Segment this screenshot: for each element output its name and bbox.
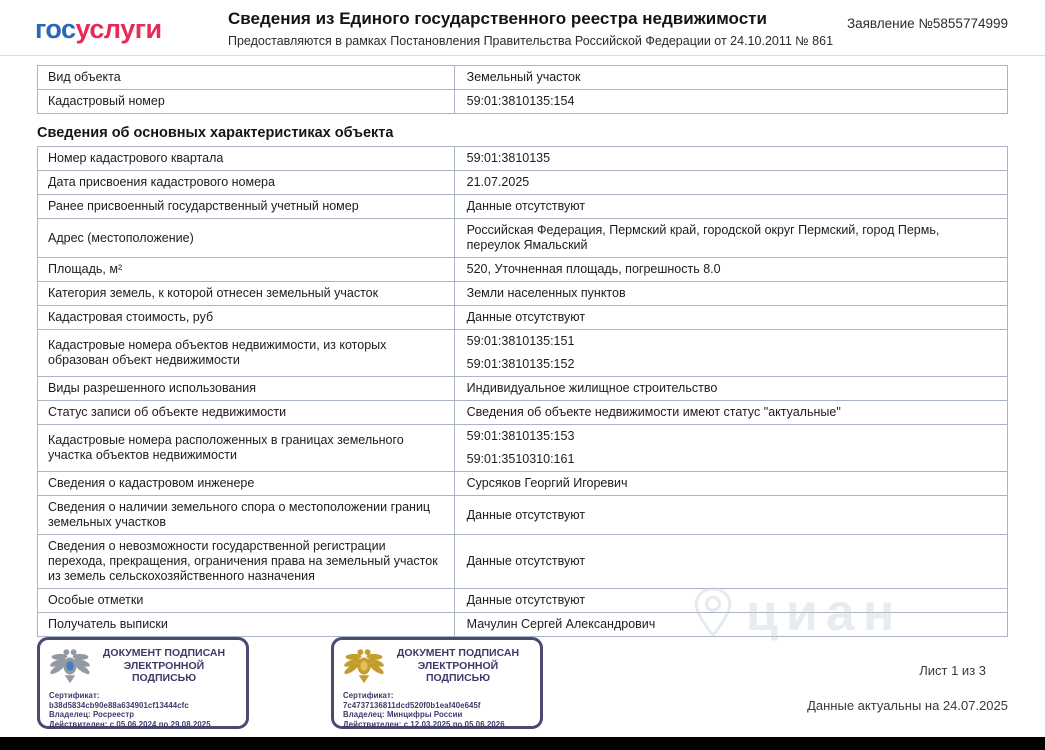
value-line: Земельный участок <box>466 70 581 84</box>
value-line: Данные отсутствуют <box>466 554 586 568</box>
value-line: 59:01:3810135:152 <box>466 357 575 371</box>
stamp-certificate: Сертификат: b38d5834cb90e88a634901cf13444cfc <box>49 691 189 710</box>
gosuslugi-logo <box>35 14 228 45</box>
value-line: Российская Федерация, Пермский край, городской округ Пермский, город Пермь, переулок Ямальский <box>466 223 940 252</box>
stamp-details <box>343 691 531 729</box>
value-line: 59:01:3810135 <box>466 151 551 165</box>
table-row <box>38 66 1007 90</box>
row-label: Площадь, м² <box>38 258 455 281</box>
bottom-black-bar <box>0 737 1045 750</box>
coat-of-arms-eagle-icon <box>343 646 385 686</box>
row-label: Сведения о наличии земельного спора о местоположении границ земельных участков <box>38 496 455 534</box>
table-row <box>38 496 1007 535</box>
row-label: Номер кадастрового квартала <box>38 147 455 170</box>
row-value <box>455 306 1007 329</box>
row-value <box>455 535 1007 588</box>
value-line: 59:01:3810135:153 <box>466 429 575 443</box>
row-value <box>455 401 1007 424</box>
header-title-block <box>228 9 847 48</box>
coat-of-arms-eagle-icon <box>49 646 91 686</box>
stamp-validity: Действителен: с 05.06.2024 по 29.08.2025 <box>49 719 211 729</box>
row-label: Дата присвоения кадастрового номера <box>38 171 455 194</box>
row-label: Ранее присвоенный государственный учетный номер <box>38 195 455 218</box>
signature-stamp-rosreestr <box>37 637 249 729</box>
row-value <box>455 377 1007 400</box>
stamp-title: ДОКУМЕНТ ПОДПИСАН ЭЛЕКТРОННОЙ ПОДПИСЬЮ <box>102 647 226 685</box>
table-row <box>38 282 1007 306</box>
stamp-validity: Действителен: с 12.03.2025 по 05.06.2026 <box>343 719 505 729</box>
section-title: Сведения об основных характеристиках объекта <box>37 125 394 141</box>
summary-table <box>37 65 1008 114</box>
data-actuality-date: Данные актуальны на 24.07.2025 <box>807 698 1008 713</box>
row-label: Сведения о кадастровом инженере <box>38 472 455 495</box>
row-value <box>455 219 1007 257</box>
value-line: Данные отсутствуют <box>466 310 586 324</box>
row-label: Кадастровые номера объектов недвижимости, из которых образован объект недвижимости <box>38 330 455 376</box>
row-value <box>455 613 1007 636</box>
row-label: Категория земель, к которой отнесен земельный участок <box>38 282 455 305</box>
value-line: Земли населенных пунктов <box>466 286 626 300</box>
stamp-owner: Владелец: Росреестр <box>49 710 135 719</box>
sheet-number: Лист 1 из 3 <box>919 663 986 678</box>
value-line: Индивидуальное жилищное строительство <box>466 381 718 395</box>
table-row <box>38 258 1007 282</box>
row-value <box>455 496 1007 534</box>
row-label: Адрес (местоположение) <box>38 219 455 257</box>
stamp-title: ДОКУМЕНТ ПОДПИСАН ЭЛЕКТРОННОЙ ПОДПИСЬЮ <box>396 647 520 685</box>
row-value <box>455 425 1007 471</box>
table-row <box>38 613 1007 636</box>
row-label: Кадастровая стоимость, руб <box>38 306 455 329</box>
row-value <box>455 258 1007 281</box>
row-value <box>455 147 1007 170</box>
document-body <box>0 56 1045 637</box>
row-value <box>455 195 1007 218</box>
value-line: Сведения об объекте недвижимости имеют статус "актуальные" <box>466 405 841 419</box>
row-label: Получатель выписки <box>38 613 455 636</box>
table-row <box>38 330 1007 377</box>
stamp-owner: Владелец: Минцифры России <box>343 710 463 719</box>
row-label: Сведения о невозможности государственной регистрации перехода, прекращения, ограничения права на земельный участок из земель сельскохозяйственного назначения <box>38 535 455 588</box>
row-label: Кадастровые номера расположенных в границах земельного участка объектов недвижимости <box>38 425 455 471</box>
row-value <box>455 90 1007 113</box>
row-value <box>455 589 1007 612</box>
value-line: 59:01:3810135:154 <box>466 94 575 108</box>
table-row <box>38 535 1007 589</box>
row-label: Вид объекта <box>38 66 455 89</box>
value-line: 520, Уточненная площадь, погрешность 8.0 <box>466 262 721 276</box>
value-line: Данные отсутствуют <box>466 507 586 522</box>
value-line: 59:01:3510310:161 <box>466 452 575 466</box>
footer-notes <box>807 663 1008 713</box>
row-label: Виды разрешенного использования <box>38 377 455 400</box>
stamp-details <box>49 691 237 729</box>
table-row <box>38 219 1007 258</box>
value-line: 21.07.2025 <box>466 175 530 189</box>
document-header <box>0 0 1045 56</box>
watermark-text: циан <box>746 584 903 642</box>
row-value <box>455 330 1007 376</box>
value-line: Данные отсутствуют <box>466 593 586 607</box>
row-label: Статус записи об объекте недвижимости <box>38 401 455 424</box>
stamp-certificate: Сертификат: 7c4737136811dcd520f0b1eaf40e645f <box>343 691 481 710</box>
table-row <box>38 147 1007 171</box>
row-label: Особые отметки <box>38 589 455 612</box>
table-row <box>38 401 1007 425</box>
page-title: Сведения из Единого государственного реестра недвижимости <box>228 9 767 28</box>
table-row <box>38 377 1007 401</box>
row-value <box>455 66 1007 89</box>
details-table <box>37 146 1008 637</box>
value-line: Данные отсутствуют <box>466 199 586 213</box>
stamp-header <box>49 646 237 686</box>
row-value <box>455 282 1007 305</box>
application-number: Заявление №5855774999 <box>846 16 1008 31</box>
row-label: Кадастровый номер <box>38 90 455 113</box>
logo-text-red: услуги <box>75 14 162 44</box>
stamp-header <box>343 646 531 686</box>
table-row <box>38 90 1007 113</box>
signature-area <box>37 637 1008 737</box>
logo-text-blue: гос <box>35 14 76 44</box>
table-row <box>38 589 1007 613</box>
row-value <box>455 472 1007 495</box>
table-row <box>38 425 1007 472</box>
value-line: 59:01:3810135:151 <box>466 334 575 348</box>
table-row <box>38 306 1007 330</box>
value-line: Мачулин Сергей Александрович <box>466 617 656 631</box>
signature-stamp-mintsifry <box>331 637 543 729</box>
table-row <box>38 472 1007 496</box>
row-value <box>455 171 1007 194</box>
value-line: Сурсяков Георгий Игоревич <box>466 476 628 490</box>
table-row <box>38 171 1007 195</box>
page-subtitle: Предоставляются в рамках Постановления Правительства Российской Федерации от 24.10.2011 № 861 <box>228 34 834 48</box>
table-row <box>38 195 1007 219</box>
